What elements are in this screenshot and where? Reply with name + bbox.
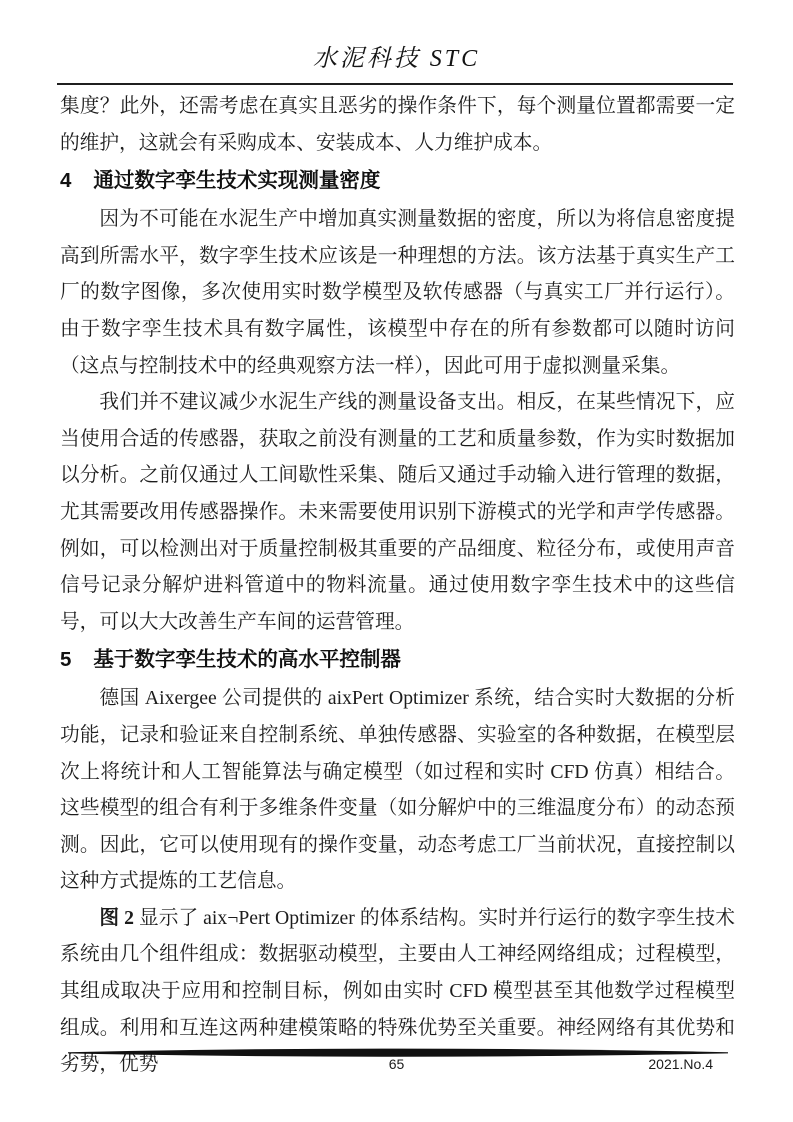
- section-4-heading: [60, 161, 735, 201]
- section-4-number: 4: [60, 169, 72, 193]
- figure-2-text: 显示了 aix¬Pert Optimizer 的体系结构。实时并行运行的数字孪生技术系统由几个组件组成：数据驱动模型，主要由人工神经网络组成；过程模型，其组成取决于应用和控制目标，例如由实时 CFD 模型甚至其他数学过程模型组成。利用和互连这两种建模策略的特殊优势至关重要。神经网络有其优势和劣势，优势: [60, 906, 735, 1076]
- page-number: 65: [388, 1056, 405, 1072]
- figure-2-label: 图 2: [99, 906, 134, 929]
- section-5-paragraph-1: 德国 Aixergee 公司提供的 aixPert Optimizer 系统，结合实时大数据的分析功能，记录和验证来自控制系统、单独传感器、实验室的各种数据，在模型层次上将统计和人工智能算法与确定模型（如过程和实时 CFD 仿真）相结合。这些模型的组合有利于多维条件变量（如分解炉中的三维温度分布）的动态预测。因此，它可以使用现有的操作变量，动态考虑工厂当前状况，直接控制以这种方式提炼的工艺信息。: [60, 687, 735, 893]
- section-5-title: 基于数字孪生技术的高水平控制器: [93, 648, 401, 672]
- footer-text-row: [0, 1056, 793, 1076]
- paragraph-continued: 集度？此外，还需考虑在真实且恶劣的操作条件下，每个测量位置都需要一定的维护，这就会有采购成本、安装成本、人力维护成本。: [60, 95, 735, 154]
- section-5-number: 5: [60, 648, 72, 672]
- section-4-paragraph-1: 因为不可能在水泥生产中增加真实测量数据的密度，所以为将信息密度提高到所需水平，数字孪生技术应该是一种理想的方法。该方法基于真实生产工厂的数字图像，多次使用实时数学模型及软传感器（与真实工厂并行运行）。由于数字孪生技术具有数字属性，该模型中存在的所有参数都可以随时访问（这点与控制技术中的经典观察方法一样），因此可用于虚拟测量采集。: [60, 208, 735, 377]
- section-5-heading: [60, 640, 735, 680]
- journal-title: 水泥科技 STC: [312, 46, 481, 72]
- page-body: [60, 85, 735, 1083]
- section-4-paragraph-2: 我们并不建议减少水泥生产线的测量设备支出。相反，在某些情况下，应当使用合适的传感器，获取之前没有测量的工艺和质量参数，作为实时数据加以分析。之前仅通过人工间歇性采集、随后又通过手动输入进行管理的数据，尤其需要改用传感器操作。未来需要使用识别下游模式的光学和声学传感器。例如，可以检测出对于质量控制极其重要的产品细度、粒径分布，或使用声音信号记录分解炉进料管道中的物料流量。通过使用数字孪生技术中的这些信号，可以大大改善生产车间的运营管理。: [60, 391, 735, 633]
- page-footer: [0, 1046, 793, 1122]
- section-4-title: 通过数字孪生技术实现测量密度: [93, 169, 381, 193]
- page-header: [0, 0, 793, 85]
- issue-label: 2021.No.4: [648, 1056, 713, 1072]
